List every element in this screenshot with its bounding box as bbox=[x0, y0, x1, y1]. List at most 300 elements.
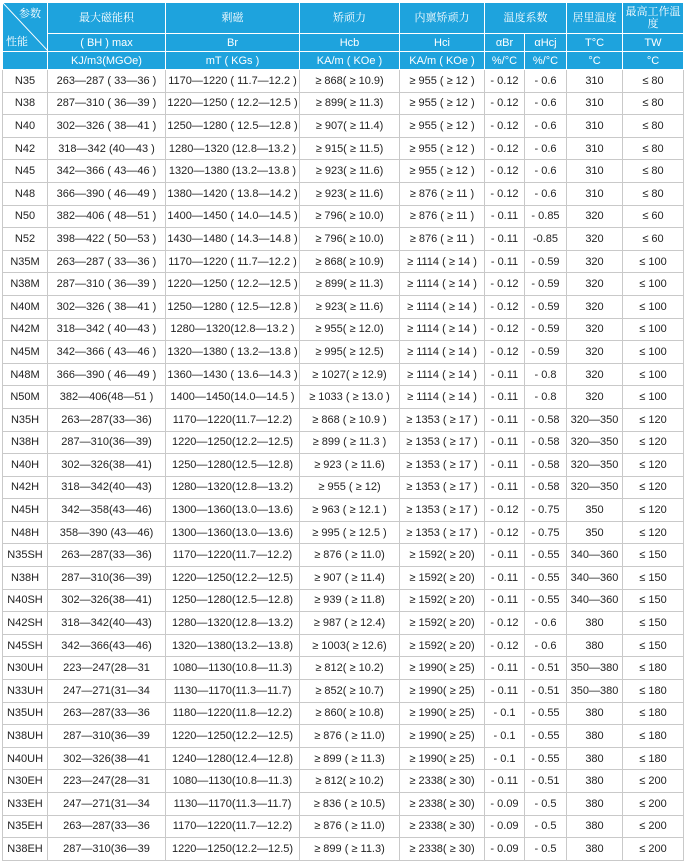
header-unit-abr: %/°C bbox=[485, 52, 525, 70]
curie-temp-cell: 310 bbox=[567, 182, 623, 205]
abr-cell: - 0.11 bbox=[485, 250, 525, 273]
hci-cell: ≥ 1990( ≥ 25) bbox=[400, 702, 485, 725]
hci-cell: ≥ 1592( ≥ 20) bbox=[400, 634, 485, 657]
table-row bbox=[3, 115, 684, 138]
bhmax-cell: 287—310 ( 36—39 ) bbox=[48, 92, 166, 115]
header-blank-cell bbox=[3, 52, 48, 70]
curie-temp-cell: 320 bbox=[567, 363, 623, 386]
bhmax-cell: 318—342(40—43) bbox=[48, 476, 166, 499]
header-unit2-hcb: KA/m ( KOe ) bbox=[300, 52, 400, 70]
curie-temp-cell: 320 bbox=[567, 228, 623, 251]
grade-cell: N38H bbox=[3, 567, 48, 590]
table-row bbox=[3, 408, 684, 431]
br-cell: 1280—1320 (12.8—13.2 ) bbox=[166, 137, 300, 160]
br-cell: 1300—1360(13.0—13.6) bbox=[166, 521, 300, 544]
hci-cell: ≥ 1592( ≥ 20) bbox=[400, 589, 485, 612]
ahcj-cell: - 0.6 bbox=[525, 634, 567, 657]
curie-temp-cell: 320—350 bbox=[567, 454, 623, 477]
curie-temp-cell: 340—360 bbox=[567, 589, 623, 612]
table-row bbox=[3, 160, 684, 183]
abr-cell: - 0.12 bbox=[485, 295, 525, 318]
grade-cell: N35UH bbox=[3, 702, 48, 725]
curie-temp-cell: 320 bbox=[567, 273, 623, 296]
hci-cell: ≥ 1990( ≥ 25) bbox=[400, 725, 485, 748]
hcb-cell: ≥ 939 ( ≥ 11.8) bbox=[300, 589, 400, 612]
curie-temp-cell: 310 bbox=[567, 92, 623, 115]
bhmax-cell: 223—247(28—31 bbox=[48, 657, 166, 680]
bhmax-cell: 342—358(43—46) bbox=[48, 499, 166, 522]
hcb-cell: ≥ 899 ( ≥ 11.3 ) bbox=[300, 431, 400, 454]
bhmax-cell: 302—326 ( 38—41 ) bbox=[48, 295, 166, 318]
max-work-temp-cell: ≤ 200 bbox=[623, 838, 684, 861]
abr-cell: - 0.11 bbox=[485, 770, 525, 793]
table-row bbox=[3, 341, 684, 364]
bhmax-cell: 382—406(48—51 ) bbox=[48, 386, 166, 409]
hci-cell: ≥ 1353 ( ≥ 17 ) bbox=[400, 521, 485, 544]
bhmax-cell: 263—287 ( 33—36 ) bbox=[48, 250, 166, 273]
abr-cell: - 0.11 bbox=[485, 431, 525, 454]
table-row bbox=[3, 657, 684, 680]
hci-cell: ≥ 1990( ≥ 25) bbox=[400, 747, 485, 770]
hcb-cell: ≥ 796( ≥ 10.0) bbox=[300, 228, 400, 251]
br-cell: 1220—1250(12.2—12.5) bbox=[166, 838, 300, 861]
header-curie-temp: 居里温度 bbox=[567, 3, 623, 34]
max-work-temp-cell: ≤ 120 bbox=[623, 499, 684, 522]
abr-cell: - 0.12 bbox=[485, 70, 525, 93]
abr-cell: - 0.1 bbox=[485, 725, 525, 748]
abr-cell: - 0.11 bbox=[485, 386, 525, 409]
bhmax-cell: 263—287 ( 33—36 ) bbox=[48, 70, 166, 93]
br-cell: 1280—1320(12.8—13.2) bbox=[166, 612, 300, 635]
curie-temp-cell: 380 bbox=[567, 634, 623, 657]
max-work-temp-cell: ≤ 150 bbox=[623, 544, 684, 567]
ahcj-cell: - 0.6 bbox=[525, 70, 567, 93]
br-cell: 1280—1320(12.8—13.2 ) bbox=[166, 318, 300, 341]
table-row bbox=[3, 589, 684, 612]
header-unit-br: Br bbox=[166, 34, 300, 52]
abr-cell: - 0.12 bbox=[485, 341, 525, 364]
br-cell: 1250—1280(12.5—12.8) bbox=[166, 589, 300, 612]
max-work-temp-cell: ≤ 100 bbox=[623, 250, 684, 273]
hci-cell: ≥ 1114 ( ≥ 14 ) bbox=[400, 341, 485, 364]
hci-cell: ≥ 1114 ( ≥ 14 ) bbox=[400, 363, 485, 386]
hcb-cell: ≥ 923( ≥ 11.6) bbox=[300, 295, 400, 318]
abr-cell: - 0.12 bbox=[485, 521, 525, 544]
hcb-cell: ≥ 868( ≥ 10.9) bbox=[300, 250, 400, 273]
br-cell: 1170—1220(11.7—12.2) bbox=[166, 815, 300, 838]
ahcj-cell: - 0.59 bbox=[525, 250, 567, 273]
table-row bbox=[3, 92, 684, 115]
grade-cell: N38EH bbox=[3, 838, 48, 861]
max-work-temp-cell: ≤ 100 bbox=[623, 318, 684, 341]
grade-cell: N35SH bbox=[3, 544, 48, 567]
hci-cell: ≥ 2338( ≥ 30) bbox=[400, 793, 485, 816]
ahcj-cell: - 0.85 bbox=[525, 205, 567, 228]
curie-temp-cell: 380 bbox=[567, 725, 623, 748]
br-cell: 1130—1170(11.3—11.7) bbox=[166, 793, 300, 816]
header-unit2-tw: °C bbox=[623, 52, 684, 70]
curie-temp-cell: 320 bbox=[567, 295, 623, 318]
table-row bbox=[3, 702, 684, 725]
hci-cell: ≥ 1592( ≥ 20) bbox=[400, 567, 485, 590]
table-row bbox=[3, 634, 684, 657]
curie-temp-cell: 340—360 bbox=[567, 544, 623, 567]
hcb-cell: ≥ 852( ≥ 10.7) bbox=[300, 680, 400, 703]
ahcj-cell: - 0.51 bbox=[525, 680, 567, 703]
bhmax-cell: 366—390 ( 46—49 ) bbox=[48, 363, 166, 386]
table-row bbox=[3, 363, 684, 386]
table-row bbox=[3, 273, 684, 296]
br-cell: 1280—1320(12.8—13.2) bbox=[166, 476, 300, 499]
ahcj-cell: - 0.75 bbox=[525, 499, 567, 522]
bhmax-cell: 287—310 ( 36—39 ) bbox=[48, 273, 166, 296]
curie-temp-cell: 380 bbox=[567, 838, 623, 861]
grade-cell: N40 bbox=[3, 115, 48, 138]
hci-cell: ≥ 1114 ( ≥ 14 ) bbox=[400, 250, 485, 273]
hcb-cell: ≥ 868( ≥ 10.9) bbox=[300, 70, 400, 93]
ahcj-cell: - 0.55 bbox=[525, 747, 567, 770]
max-work-temp-cell: ≤ 80 bbox=[623, 182, 684, 205]
curie-temp-cell: 340—360 bbox=[567, 567, 623, 590]
hci-cell: ≥ 955 ( ≥ 12 ) bbox=[400, 160, 485, 183]
br-cell: 1240—1280(12.4—12.8) bbox=[166, 747, 300, 770]
grade-cell: N38M bbox=[3, 273, 48, 296]
header-sub-abr: αBr bbox=[485, 34, 525, 52]
grade-cell: N35M bbox=[3, 250, 48, 273]
max-work-temp-cell: ≤ 180 bbox=[623, 725, 684, 748]
hci-cell: ≥ 2338( ≥ 30) bbox=[400, 770, 485, 793]
grade-cell: N45 bbox=[3, 160, 48, 183]
bhmax-cell: 302—326(38—41) bbox=[48, 454, 166, 477]
hci-cell: ≥ 1990( ≥ 25) bbox=[400, 680, 485, 703]
hcb-cell: ≥ 876 ( ≥ 11.0) bbox=[300, 815, 400, 838]
ahcj-cell: - 0.6 bbox=[525, 115, 567, 138]
max-work-temp-cell: ≤ 80 bbox=[623, 137, 684, 160]
curie-temp-cell: 380 bbox=[567, 747, 623, 770]
ahcj-cell: - 0.59 bbox=[525, 341, 567, 364]
hcb-cell: ≥ 812( ≥ 10.2) bbox=[300, 657, 400, 680]
header-unit-ahcj: %/°C bbox=[525, 52, 567, 70]
ahcj-cell: - 0.55 bbox=[525, 567, 567, 590]
hci-cell: ≥ 1114 ( ≥ 14 ) bbox=[400, 295, 485, 318]
curie-temp-cell: 310 bbox=[567, 160, 623, 183]
hcb-cell: ≥ 868 ( ≥ 10.9 ) bbox=[300, 408, 400, 431]
table-row bbox=[3, 454, 684, 477]
ahcj-cell: - 0.58 bbox=[525, 454, 567, 477]
max-work-temp-cell: ≤ 80 bbox=[623, 70, 684, 93]
table-row bbox=[3, 205, 684, 228]
bhmax-cell: 263—287(33—36) bbox=[48, 408, 166, 431]
hci-cell: ≥ 955 ( ≥ 12 ) bbox=[400, 115, 485, 138]
table-row bbox=[3, 182, 684, 205]
bhmax-cell: 318—342(40—43) bbox=[48, 612, 166, 635]
hci-cell: ≥ 2338( ≥ 30) bbox=[400, 815, 485, 838]
hcb-cell: ≥ 1033 ( ≥ 13.0 ) bbox=[300, 386, 400, 409]
hcb-cell: ≥ 915( ≥ 11.5) bbox=[300, 137, 400, 160]
bhmax-cell: 342—366 ( 43—46 ) bbox=[48, 160, 166, 183]
table-row bbox=[3, 793, 684, 816]
header-unit2-tc: °C bbox=[567, 52, 623, 70]
grade-cell: N30UH bbox=[3, 657, 48, 680]
abr-cell: - 0.09 bbox=[485, 815, 525, 838]
ahcj-cell: - 0.6 bbox=[525, 160, 567, 183]
grade-cell: N33UH bbox=[3, 680, 48, 703]
table-row bbox=[3, 770, 684, 793]
grade-cell: N40H bbox=[3, 454, 48, 477]
header-unit-bhmax: ( BH ) max bbox=[48, 34, 166, 52]
max-work-temp-cell: ≤ 200 bbox=[623, 793, 684, 816]
header-remanence: 剩磁 bbox=[166, 3, 300, 34]
corner-label-parameter: 参数 bbox=[19, 8, 41, 20]
grade-cell: N48M bbox=[3, 363, 48, 386]
hci-cell: ≥ 876 ( ≥ 11 ) bbox=[400, 205, 485, 228]
curie-temp-cell: 380 bbox=[567, 702, 623, 725]
max-work-temp-cell: ≤ 60 bbox=[623, 228, 684, 251]
br-cell: 1130—1170(11.3—11.7) bbox=[166, 680, 300, 703]
abr-cell: - 0.11 bbox=[485, 589, 525, 612]
hcb-cell: ≥ 1003( ≥ 12.6) bbox=[300, 634, 400, 657]
bhmax-cell: 247—271(31—34 bbox=[48, 680, 166, 703]
header-intrinsic-coercivity: 内禀矫顽力 bbox=[400, 3, 485, 34]
hci-cell: ≥ 955 ( ≥ 12 ) bbox=[400, 137, 485, 160]
max-work-temp-cell: ≤ 120 bbox=[623, 431, 684, 454]
abr-cell: - 0.11 bbox=[485, 228, 525, 251]
max-work-temp-cell: ≤ 100 bbox=[623, 363, 684, 386]
hci-cell: ≥ 955 ( ≥ 12 ) bbox=[400, 92, 485, 115]
hcb-cell: ≥ 812( ≥ 10.2) bbox=[300, 770, 400, 793]
bhmax-cell: 342—366(43—46) bbox=[48, 634, 166, 657]
br-cell: 1250—1280(12.5—12.8) bbox=[166, 454, 300, 477]
grade-cell: N48 bbox=[3, 182, 48, 205]
header-corner-cell bbox=[3, 3, 48, 52]
curie-temp-cell: 320 bbox=[567, 205, 623, 228]
abr-cell: - 0.11 bbox=[485, 544, 525, 567]
br-cell: 1170—1220(11.7—12.2) bbox=[166, 408, 300, 431]
br-cell: 1250—1280 ( 12.5—12.8 ) bbox=[166, 295, 300, 318]
br-cell: 1220—1250 ( 12.2—12.5 ) bbox=[166, 273, 300, 296]
hci-cell: ≥ 1353 ( ≥ 17 ) bbox=[400, 476, 485, 499]
br-cell: 1250—1280 ( 12.5—12.8 ) bbox=[166, 115, 300, 138]
max-work-temp-cell: ≤ 120 bbox=[623, 476, 684, 499]
bhmax-cell: 342—366 ( 43—46 ) bbox=[48, 341, 166, 364]
magnet-grade-table-wrap bbox=[2, 2, 684, 861]
grade-cell: N40M bbox=[3, 295, 48, 318]
ahcj-cell: - 0.55 bbox=[525, 589, 567, 612]
bhmax-cell: 263—287(33—36 bbox=[48, 702, 166, 725]
br-cell: 1170—1220 ( 11.7—12.2 ) bbox=[166, 70, 300, 93]
grade-cell: N38 bbox=[3, 92, 48, 115]
hcb-cell: ≥ 923( ≥ 11.6) bbox=[300, 160, 400, 183]
hcb-cell: ≥ 923 ( ≥ 11.6) bbox=[300, 454, 400, 477]
abr-cell: - 0.11 bbox=[485, 408, 525, 431]
corner-label-property: 性能 bbox=[6, 36, 28, 48]
br-cell: 1380—1420 ( 13.8—14.2 ) bbox=[166, 182, 300, 205]
abr-cell: - 0.12 bbox=[485, 137, 525, 160]
br-cell: 1220—1250(12.2—12.5) bbox=[166, 431, 300, 454]
hci-cell: ≥ 2338( ≥ 30) bbox=[400, 838, 485, 861]
bhmax-cell: 287—310(36—39 bbox=[48, 725, 166, 748]
abr-cell: - 0.11 bbox=[485, 567, 525, 590]
bhmax-cell: 287—310(36—39) bbox=[48, 431, 166, 454]
ahcj-cell: -0.85 bbox=[525, 228, 567, 251]
table-header bbox=[3, 3, 684, 70]
max-work-temp-cell: ≤ 80 bbox=[623, 92, 684, 115]
max-work-temp-cell: ≤ 100 bbox=[623, 295, 684, 318]
table-row bbox=[3, 567, 684, 590]
bhmax-cell: 287—310(36—39) bbox=[48, 567, 166, 590]
abr-cell: - 0.12 bbox=[485, 634, 525, 657]
ahcj-cell: - 0.51 bbox=[525, 657, 567, 680]
hcb-cell: ≥ 987 ( ≥ 12.4) bbox=[300, 612, 400, 635]
max-work-temp-cell: ≤ 120 bbox=[623, 408, 684, 431]
br-cell: 1400—1450(14.0—14.5 ) bbox=[166, 386, 300, 409]
grade-cell: N52 bbox=[3, 228, 48, 251]
br-cell: 1320—1380(13.2—13.8) bbox=[166, 634, 300, 657]
bhmax-cell: 302—326(38—41 bbox=[48, 747, 166, 770]
curie-temp-cell: 380 bbox=[567, 815, 623, 838]
abr-cell: - 0.09 bbox=[485, 793, 525, 816]
grade-cell: N38H bbox=[3, 431, 48, 454]
grade-cell: N45M bbox=[3, 341, 48, 364]
grade-cell: N48H bbox=[3, 521, 48, 544]
bhmax-cell: 366—390 ( 46—49 ) bbox=[48, 182, 166, 205]
header-unit2-br: mT ( KGs ) bbox=[166, 52, 300, 70]
curie-temp-cell: 310 bbox=[567, 70, 623, 93]
curie-temp-cell: 350—380 bbox=[567, 657, 623, 680]
curie-temp-cell: 320—350 bbox=[567, 431, 623, 454]
hcb-cell: ≥ 1027( ≥ 12.9) bbox=[300, 363, 400, 386]
header-sub-ahcj: αHcj bbox=[525, 34, 567, 52]
bhmax-cell: 382—406 ( 48—51 ) bbox=[48, 205, 166, 228]
curie-temp-cell: 320—350 bbox=[567, 476, 623, 499]
br-cell: 1320—1380 (13.2—13.8 ) bbox=[166, 160, 300, 183]
table-row bbox=[3, 70, 684, 93]
max-work-temp-cell: ≤ 120 bbox=[623, 454, 684, 477]
table-row bbox=[3, 137, 684, 160]
br-cell: 1430—1480 ( 14.3—14.8 ) bbox=[166, 228, 300, 251]
hci-cell: ≥ 1353 ( ≥ 17 ) bbox=[400, 499, 485, 522]
grade-cell: N40SH bbox=[3, 589, 48, 612]
br-cell: 1080—1130(10.8—11.3) bbox=[166, 657, 300, 680]
table-row bbox=[3, 295, 684, 318]
header-coercivity: 矫顽力 bbox=[300, 3, 400, 34]
hcb-cell: ≥ 995 ( ≥ 12.5 ) bbox=[300, 521, 400, 544]
curie-temp-cell: 310 bbox=[567, 115, 623, 138]
curie-temp-cell: 380 bbox=[567, 612, 623, 635]
table-row bbox=[3, 318, 684, 341]
max-work-temp-cell: ≤ 180 bbox=[623, 680, 684, 703]
curie-temp-cell: 310 bbox=[567, 137, 623, 160]
ahcj-cell: - 0.6 bbox=[525, 182, 567, 205]
abr-cell: - 0.12 bbox=[485, 273, 525, 296]
abr-cell: - 0.12 bbox=[485, 115, 525, 138]
ahcj-cell: - 0.8 bbox=[525, 386, 567, 409]
ahcj-cell: - 0.59 bbox=[525, 295, 567, 318]
hci-cell: ≥ 1114 ( ≥ 14 ) bbox=[400, 386, 485, 409]
hcb-cell: ≥ 860( ≥ 10.8) bbox=[300, 702, 400, 725]
grade-cell: N50M bbox=[3, 386, 48, 409]
ahcj-cell: - 0.58 bbox=[525, 431, 567, 454]
ahcj-cell: - 0.58 bbox=[525, 408, 567, 431]
header-unit-tc: T°C bbox=[567, 34, 623, 52]
max-work-temp-cell: ≤ 180 bbox=[623, 747, 684, 770]
ahcj-cell: - 0.51 bbox=[525, 770, 567, 793]
ahcj-cell: - 0.55 bbox=[525, 725, 567, 748]
ahcj-cell: - 0.58 bbox=[525, 476, 567, 499]
bhmax-cell: 302—326(38—41) bbox=[48, 589, 166, 612]
abr-cell: - 0.1 bbox=[485, 747, 525, 770]
hci-cell: ≥ 1353 ( ≥ 17 ) bbox=[400, 431, 485, 454]
curie-temp-cell: 350 bbox=[567, 499, 623, 522]
abr-cell: - 0.12 bbox=[485, 612, 525, 635]
hci-cell: ≥ 876 ( ≥ 11 ) bbox=[400, 182, 485, 205]
max-work-temp-cell: ≤ 150 bbox=[623, 634, 684, 657]
max-work-temp-cell: ≤ 80 bbox=[623, 115, 684, 138]
ahcj-cell: - 0.55 bbox=[525, 544, 567, 567]
header-max-work-temp: 最高工作温度 bbox=[623, 3, 684, 34]
hcb-cell: ≥ 899 ( ≥ 11.3) bbox=[300, 838, 400, 861]
curie-temp-cell: 320 bbox=[567, 386, 623, 409]
hcb-cell: ≥ 955 ( ≥ 12) bbox=[300, 476, 400, 499]
br-cell: 1180—1220(11.8—12.2) bbox=[166, 702, 300, 725]
max-work-temp-cell: ≤ 200 bbox=[623, 815, 684, 838]
br-cell: 1220—1250(12.2—12.5) bbox=[166, 725, 300, 748]
header-max-energy: 最大磁能积 bbox=[48, 3, 166, 34]
bhmax-cell: 358—390 (43—46) bbox=[48, 521, 166, 544]
hcb-cell: ≥ 876 ( ≥ 11.0) bbox=[300, 725, 400, 748]
table-row bbox=[3, 815, 684, 838]
bhmax-cell: 318—342 ( 40—43 ) bbox=[48, 318, 166, 341]
br-cell: 1320—1380 ( 13.2—13.8 ) bbox=[166, 341, 300, 364]
abr-cell: - 0.11 bbox=[485, 680, 525, 703]
grade-cell: N42SH bbox=[3, 612, 48, 635]
hci-cell: ≥ 1114 ( ≥ 14 ) bbox=[400, 318, 485, 341]
grade-cell: N45SH bbox=[3, 634, 48, 657]
table-row bbox=[3, 228, 684, 251]
bhmax-cell: 263—287(33—36 bbox=[48, 815, 166, 838]
hcb-cell: ≥ 995( ≥ 12.5) bbox=[300, 341, 400, 364]
hcb-cell: ≥ 907 ( ≥ 11.4) bbox=[300, 567, 400, 590]
hci-cell: ≥ 1592( ≥ 20) bbox=[400, 612, 485, 635]
grade-cell: N30EH bbox=[3, 770, 48, 793]
curie-temp-cell: 320 bbox=[567, 341, 623, 364]
hcb-cell: ≥ 899 ( ≥ 11.3) bbox=[300, 747, 400, 770]
hci-cell: ≥ 1114 ( ≥ 14 ) bbox=[400, 273, 485, 296]
grade-cell: N40UH bbox=[3, 747, 48, 770]
header-unit-hcb: Hcb bbox=[300, 34, 400, 52]
br-cell: 1300—1360(13.0—13.6) bbox=[166, 499, 300, 522]
abr-cell: - 0.09 bbox=[485, 838, 525, 861]
table-row bbox=[3, 499, 684, 522]
ahcj-cell: - 0.6 bbox=[525, 137, 567, 160]
abr-cell: - 0.1 bbox=[485, 702, 525, 725]
header-unit2-hci: KA/m ( KOe ) bbox=[400, 52, 485, 70]
ahcj-cell: - 0.5 bbox=[525, 793, 567, 816]
curie-temp-cell: 320 bbox=[567, 318, 623, 341]
br-cell: 1360—1430 ( 13.6—14.3 ) bbox=[166, 363, 300, 386]
br-cell: 1400—1450 ( 14.0—14.5 ) bbox=[166, 205, 300, 228]
abr-cell: - 0.11 bbox=[485, 454, 525, 477]
br-cell: 1170—1220 ( 11.7—12.2 ) bbox=[166, 250, 300, 273]
hcb-cell: ≥ 907( ≥ 11.4) bbox=[300, 115, 400, 138]
abr-cell: - 0.12 bbox=[485, 92, 525, 115]
hcb-cell: ≥ 876 ( ≥ 11.0) bbox=[300, 544, 400, 567]
br-cell: 1220—1250 ( 12.2—12.5 ) bbox=[166, 92, 300, 115]
grade-cell: N45H bbox=[3, 499, 48, 522]
max-work-temp-cell: ≤ 80 bbox=[623, 160, 684, 183]
ahcj-cell: - 0.5 bbox=[525, 838, 567, 861]
abr-cell: - 0.11 bbox=[485, 363, 525, 386]
